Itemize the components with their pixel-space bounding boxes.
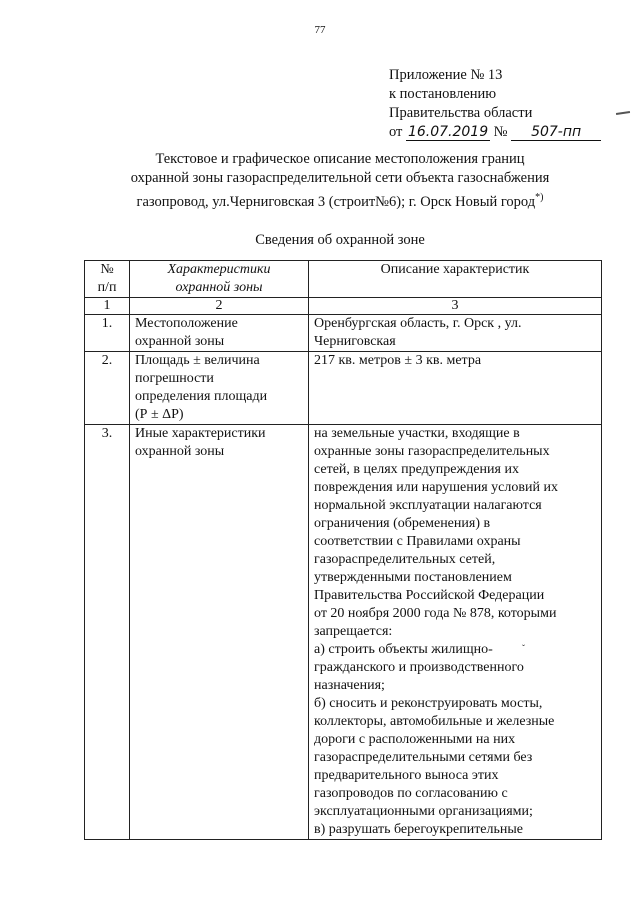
header-characteristics: Характеристики охранной зоны	[130, 261, 309, 298]
column-number: 2	[130, 298, 309, 315]
page-number: 77	[314, 24, 326, 36]
scan-speck: ˇ	[522, 643, 525, 653]
row-description: 217 кв. метров ± 3 кв. метра	[309, 352, 602, 425]
header-description: Описание характеристик	[309, 261, 602, 298]
title-line-3: газопровод, ул.Черниговская 3 (строит№6); г. Орск Новый город	[136, 193, 536, 210]
document-title	[60, 150, 620, 212]
protection-zone-table	[84, 260, 602, 840]
title-line-2: охранной зоны газораспределительной сети объекта газоснабжения	[130, 170, 550, 186]
handwritten-date: 16.07.2019	[407, 124, 489, 140]
row-description: на земельные участки, входящие в охранные зоны газораспределительных сетей, в целях предупреждения их повреждения или нарушения условий их нормальной эксплуатации налагаются ограничения (обременения) в соответствии с Правилами охраны газораспределительных сетей, утвержденными постановлением Правительства Российской Федерации от 20 ноября 2000 года № 878, которыми запрещается: а) строить объекты жилищно- гражданского и производственного назначения; б) сносить и реконструировать мосты, коллекторы, автомобильные и железные дороги с расположенными на них газораспределительными сетями без предварительного выноса этих газопроводов по согласованию с эксплуатационными организациями; в) разрушать берегоукрепительные	[309, 425, 602, 840]
column-number-row	[85, 298, 602, 315]
table-header-row	[85, 261, 602, 298]
row-characteristic: Иные характеристики охранной зоны	[130, 425, 309, 840]
column-number: 1	[85, 298, 130, 315]
number-prefix: №	[493, 124, 508, 140]
column-number: 3	[309, 298, 602, 315]
appendix-title: Приложение № 13	[389, 67, 503, 83]
footnote-mark: *)	[535, 192, 544, 203]
table-row	[85, 425, 602, 840]
row-number: 3.	[85, 425, 130, 840]
appendix-block	[389, 66, 601, 142]
row-characteristic: Местоположение охранной зоны	[130, 315, 309, 352]
row-description: Оренбургская область, г. Орск , ул. Черниговская	[309, 315, 602, 352]
handwritten-number: 507-пп	[511, 125, 601, 141]
appendix-date-line	[389, 123, 601, 142]
pen-mark	[616, 111, 630, 115]
table-row	[85, 315, 602, 352]
appendix-resolution: к постановлению	[389, 86, 497, 102]
appendix-government: Правительства области	[389, 105, 533, 121]
table-row	[85, 352, 602, 425]
row-number: 1.	[85, 315, 130, 352]
row-characteristic: Площадь ± величина погрешности определения площади (Р ± ΔР)	[130, 352, 309, 425]
row-number: 2.	[85, 352, 130, 425]
section-heading: Сведения об охранной зоне	[255, 232, 425, 248]
header-number: № п/п	[85, 261, 130, 298]
date-prefix: от	[389, 124, 403, 140]
title-line-1: Текстовое и графическое описание местоположения границ	[155, 151, 525, 167]
